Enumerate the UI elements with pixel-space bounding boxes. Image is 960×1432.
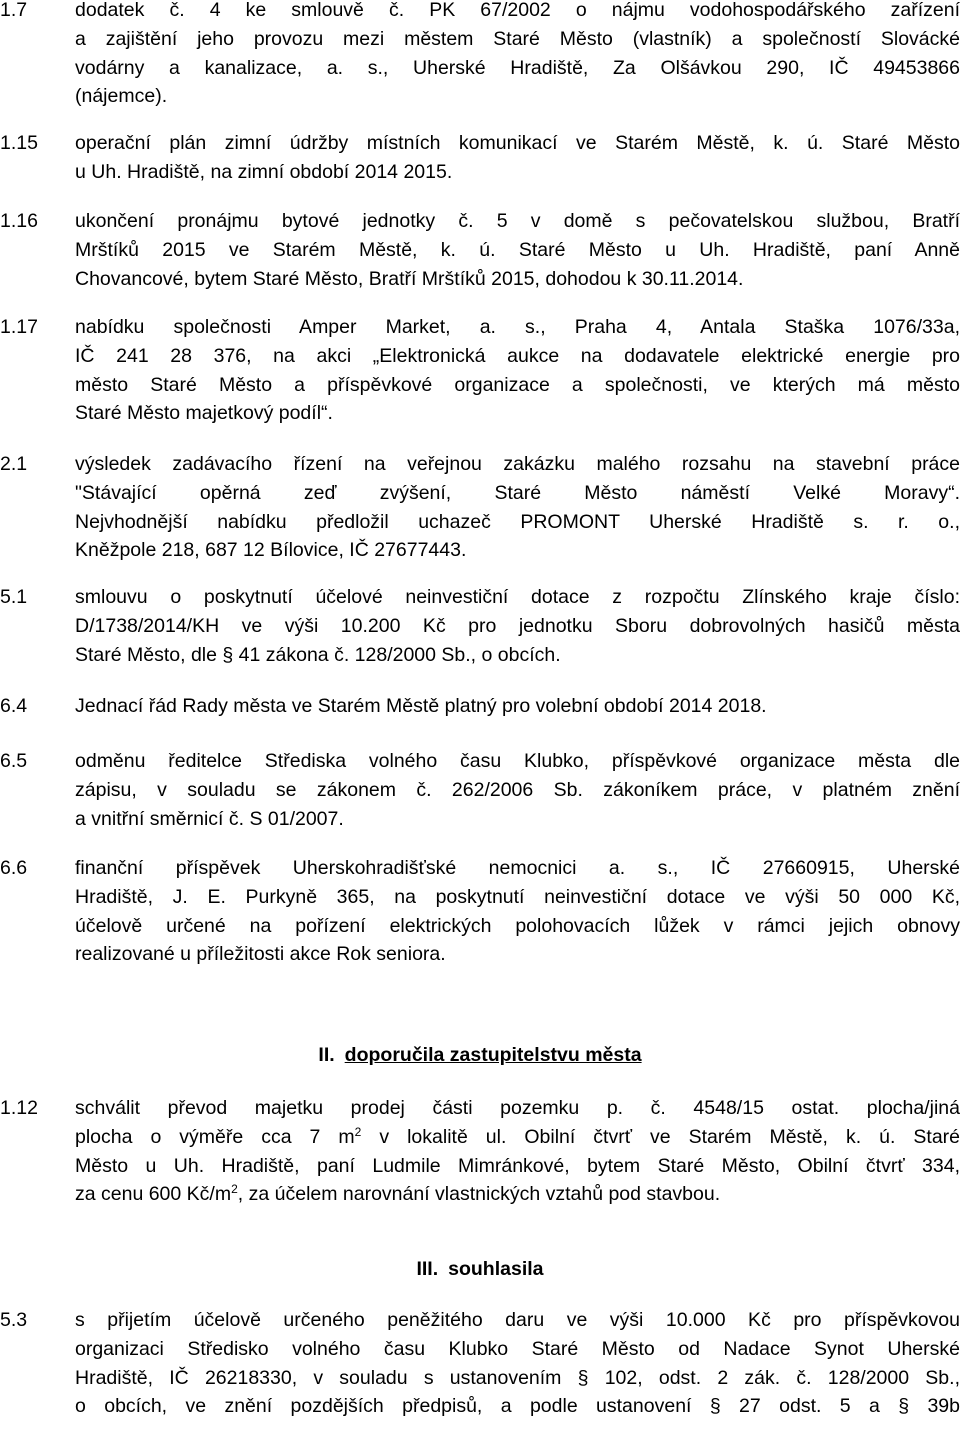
resolution-item-2-1 xyxy=(0,450,960,565)
item-line: Staré Město majetkový podíl“. xyxy=(75,402,333,425)
resolution-item-5-3 xyxy=(0,1306,960,1421)
item-line: realizované u příležitosti akce Rok seniora. xyxy=(75,943,446,966)
item-text xyxy=(75,1094,960,1209)
item-number: 2.1 xyxy=(0,453,28,475)
item-line: výsledek zadávacího řízení na veřejnou zakázku malého rozsahu na stavební práce xyxy=(75,453,960,475)
item-line: IČ 241 28 376, na akci „Elektronická aukce na dodavatele elektrické energie pro xyxy=(75,344,960,367)
item-line: Hradiště, IČ 26218330, v souladu s ustanovením § 102, odst. 2 zák. č. 128/2000 Sb., xyxy=(75,1366,960,1389)
item-number: 5.3 xyxy=(0,1309,28,1331)
section-iii-heading xyxy=(0,1255,960,1284)
item-text xyxy=(75,1306,960,1421)
item-number: 5.1 xyxy=(0,586,28,608)
item-line: Staré Město, dle § 41 zákona č. 128/2000 Sb., o obcích. xyxy=(75,643,561,666)
item-line: D/1738/2014/KH ve výši 10.200 Kč pro jednotku Sboru dobrovolných hasičů města xyxy=(75,614,960,637)
resolution-item-6-4 xyxy=(0,692,960,721)
item-line: u Uh. Hradiště, na zimní období 2014 2015. xyxy=(75,160,453,183)
item-line: zápisu, v souladu se zákonem č. 262/2006 Sb. zákoníkem práce, v platném znění xyxy=(75,778,960,801)
item-line-part: v lokalitě ul. Obilní čtvrť ve Starém Městě, k. ú. Staré xyxy=(361,1125,960,1148)
item-line xyxy=(75,1180,960,1209)
item-line: město Staré Město a příspěvkové organizace a společnosti, ve kterých má město xyxy=(75,373,960,396)
item-line: "Stávající opěrná zeď zvýšení, Staré Město náměstí Velké Moravy“. xyxy=(75,481,960,504)
section-title: souhlasila xyxy=(448,1258,544,1280)
item-text xyxy=(75,692,960,721)
item-line: dodatek č. 4 ke smlouvě č. PK 67/2002 o nájmu vodohospodářského zařízení xyxy=(75,0,960,21)
item-line: (nájemce). xyxy=(75,85,168,108)
item-line: Město u Uh. Hradiště, paní Ludmile Mimránkové, bytem Staré Město, Obilní čtvrť 334, xyxy=(75,1154,960,1177)
item-line: finanční příspěvek Uherskohradišťské nemocnici a. s., IČ 27660915, Uherské xyxy=(75,857,960,879)
item-text xyxy=(75,854,960,969)
item-line-part: , za účelem narovnání vlastnických vztahů pod stavbou. xyxy=(237,1183,721,1206)
item-text xyxy=(75,747,960,833)
item-line: schválit převod majetku prodej části pozemku p. č. 4548/15 ostat. plocha/jiná xyxy=(75,1097,960,1119)
item-number: 1.16 xyxy=(0,210,38,232)
section-number: III. xyxy=(416,1258,439,1280)
item-number: 6.6 xyxy=(0,857,28,879)
item-line: ukončení pronájmu bytové jednotky č. 5 v domě s pečovatelskou službou, Bratří xyxy=(75,210,960,232)
item-number: 1.12 xyxy=(0,1097,38,1119)
item-line: o obcích, ve znění pozdějších předpisů, a podle ustanovení § 27 odst. 5 a § 39b xyxy=(75,1395,960,1418)
item-line-part: plocha o výměře cca 7 m xyxy=(75,1125,355,1148)
item-line: a zajištění jeho provozu mezi městem Staré Město (vlastník) a společností Slovácké xyxy=(75,27,960,50)
item-number: 1.7 xyxy=(0,0,28,21)
item-text xyxy=(75,207,960,293)
item-text xyxy=(75,0,960,111)
section-number: II. xyxy=(318,1044,335,1066)
superscript: 2 xyxy=(231,1182,238,1197)
item-text xyxy=(75,583,960,669)
resolution-item-1-16 xyxy=(0,207,960,293)
resolution-item-6-6 xyxy=(0,854,960,969)
item-line: s přijetím účelově určeného peněžitého daru ve výši 10.000 Kč pro příspěvkovou xyxy=(75,1309,960,1331)
item-number: 1.17 xyxy=(0,316,38,338)
item-line: odměnu ředitelce Střediska volného času Klubko, příspěvkové organizace města dle xyxy=(75,750,960,772)
item-line: Mrštíků 2015 ve Starém Městě, k. ú. Staré Město u Uh. Hradiště, paní Anně xyxy=(75,238,960,261)
item-line: Kněžpole 218, 687 12 Bílovice, IČ 27677443. xyxy=(75,539,467,562)
item-line: a vnitřní směrnicí č. S 01/2007. xyxy=(75,807,344,830)
item-line: účelově určené na pořízení elektrických polohovacích lůžek v rámci jejich obnovy xyxy=(75,914,960,937)
item-line: Jednací řád Rady města ve Starém Městě platný pro volební období 2014 2018. xyxy=(75,695,767,717)
item-number: 6.5 xyxy=(0,750,28,772)
item-text xyxy=(75,450,960,565)
resolution-item-5-1 xyxy=(0,583,960,669)
item-text xyxy=(75,129,960,187)
item-line: organizaci Středisko volného času Klubko Staré Město od Nadace Synot Uherské xyxy=(75,1337,960,1360)
item-line: Hradiště, J. E. Purkyně 365, na poskytnutí neinvestiční dotace ve výši 50 000 Kč, xyxy=(75,885,960,908)
item-line xyxy=(75,1123,960,1152)
item-number: 1.15 xyxy=(0,132,38,154)
item-line: Nejvhodnější nabídku předložil uchazeč PROMONT Uherské Hradiště s. r. o., xyxy=(75,510,960,533)
item-line: operační plán zimní údržby místních komunikací ve Starém Městě, k. ú. Staré Město xyxy=(75,132,960,154)
item-line: Chovancové, bytem Staré Město, Bratří Mrštíků 2015, dohodou k 30.11.2014. xyxy=(75,267,744,290)
item-line: vodárny a kanalizace, a. s., Uherské Hradiště, Za Olšávkou 290, IČ 49453866 xyxy=(75,56,960,79)
resolution-item-1-15 xyxy=(0,129,960,187)
item-text xyxy=(75,313,960,428)
superscript: 2 xyxy=(354,1124,362,1139)
resolution-item-1-12 xyxy=(0,1094,960,1209)
item-line: nabídku společnosti Amper Market, a. s., Praha 4, Antala Staška 1076/33a, xyxy=(75,316,960,338)
resolution-item-6-5 xyxy=(0,747,960,833)
item-number: 6.4 xyxy=(0,695,28,717)
resolution-item-1-17 xyxy=(0,313,960,428)
item-line: smlouvu o poskytnutí účelové neinvestiční dotace z rozpočtu Zlínského kraje číslo: xyxy=(75,586,960,608)
section-title: doporučila zastupitelstvu města xyxy=(344,1044,642,1066)
section-ii-heading xyxy=(0,1041,960,1070)
item-line-part: za cenu 600 Kč/m xyxy=(75,1183,232,1206)
resolution-item-1-7 xyxy=(0,0,960,111)
